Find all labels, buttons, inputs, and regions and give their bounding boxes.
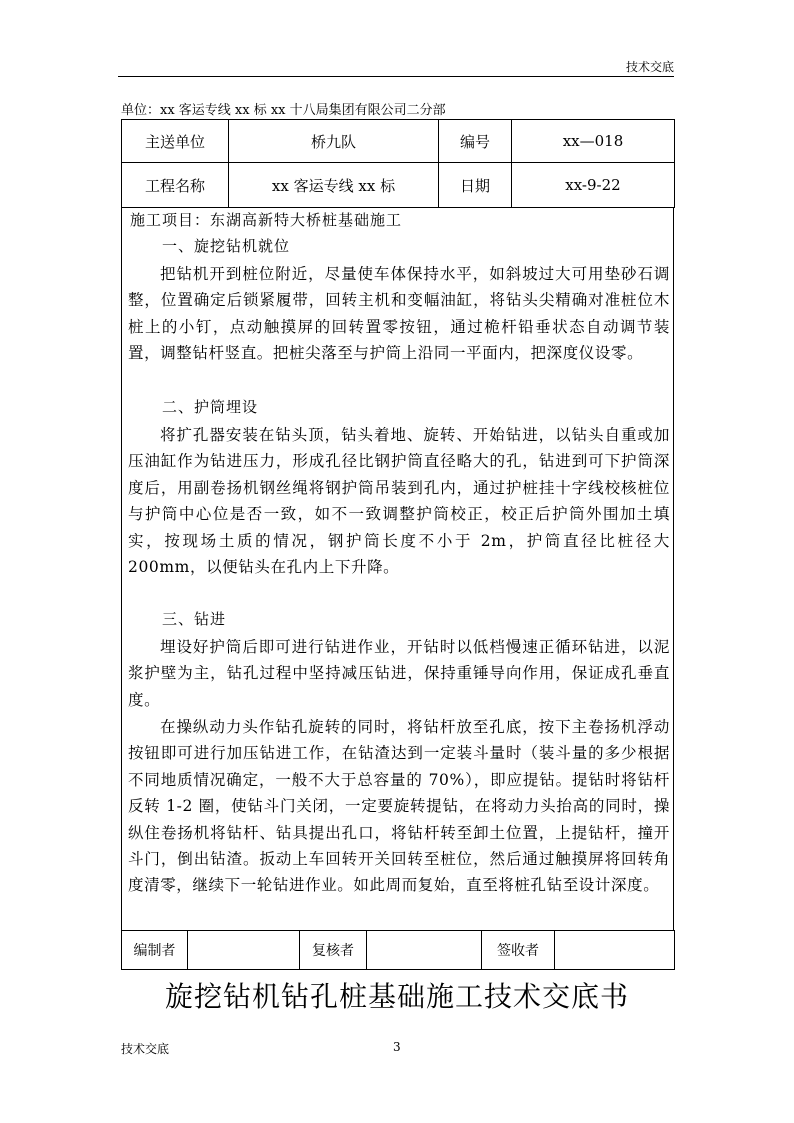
- reviewer-label: 复核者: [300, 931, 367, 970]
- section-3-paragraph-1: 埋设好护筒后即可进行钻进作业，开钻时以低档慢速正循环钻进，以泥浆护壁为主，钻孔过程中坚持减压钻进，保持重锤导向作用，保证成孔垂直度。: [128, 638, 670, 709]
- unit-line: 单位：xx 客运专线 xx 标 xx 十八局集团有限公司二分部: [121, 103, 446, 118]
- signature-row: [122, 931, 675, 970]
- reviewer-signature-field[interactable]: [367, 931, 482, 970]
- section-1-paragraph: 把钻机开到桩位附近，尽量使车体保持水平，如斜坡过大可用垫砂石调整，位置确定后锁紧履带，回转主机和变幅油缸，将钻头尖精确对准桩位木桩上的小钉，点动触摸屏的回转置零按钮，通过桅杆铅垂状态自动调节装置，调整钻杆竖直。把桩尖落至与护筒上沿同一平面内，把深度仪设零。: [128, 265, 670, 363]
- construction-project: 施工项目：东湖高新特大桥桩基础施工: [130, 211, 403, 229]
- compiler-label: 编制者: [122, 931, 188, 970]
- date-value: xx-9-22: [512, 163, 675, 208]
- section-3-paragraph-2: 在操纵动力头作钻孔旋转的同时，将钻杆放至孔底，按下主卷扬机浮动按钮即可进行加压钻进工作，在钻渣达到一定装斗量时（装斗量的多少根据不同地质情况确定，一般不大于总容量的 70%），即应提钻。提钻时将钻杆反转 1-2 圈，使钻斗门关闭，一定要旋转提钻，在将动力头抬高的同时，操纵住卷扬机将钻杆、钻具提出孔口，将钻杆转至卸土位置，上提钻杆，撞开斗门，倒出钻渣。扳动上车回转开关回转至桩位，然后通过触摸屏将回转角度清零，继续下一轮钻进作业。如此周而复始，直至将桩孔钻至设计深度。: [128, 718, 670, 895]
- compiler-signature-field[interactable]: [188, 931, 300, 970]
- info-table: [121, 119, 675, 208]
- section-2-paragraph: 将扩孔器安装在钻头顶，钻头着地、旋转、开始钻进，以钻头自重或加压油缸作为钻进压力，形成孔径比钢护筒直径略大的孔，钻进到可下护筒深度后，用副卷扬机钢丝绳将钢护筒吊装到孔内，通过护桩挂十字线校核桩位与护筒中心位是否一致，如不一致调整护筒校正，校正后护筒外围加土填实，按现场土质的情况，钢护筒长度不小于 2m，护筒直径比桩径大 200mm，以便钻头在孔内上下升降。: [128, 426, 670, 577]
- recipient-value: 桥九队: [229, 120, 439, 163]
- receiver-signature-field[interactable]: [555, 931, 675, 970]
- section-2-title: 二、护筒埋设: [162, 398, 259, 416]
- number-label: 编号: [439, 120, 512, 163]
- document-title: 旋挖钻机钻孔桩基础施工技术交底书: [164, 980, 629, 1013]
- info-row-project: [122, 163, 675, 208]
- header-label: 技术交底: [625, 60, 674, 74]
- project-name-label: 工程名称: [122, 163, 229, 208]
- header-rule: [118, 76, 674, 77]
- footer-label: 技术交底: [121, 1042, 170, 1056]
- signature-table: [121, 930, 675, 970]
- page-number: 3: [393, 1040, 401, 1054]
- receiver-label: 签收者: [482, 931, 555, 970]
- date-label: 日期: [439, 163, 512, 208]
- section-3-title: 三、钻进: [162, 610, 227, 628]
- section-1-title: 一、旋挖钻机就位: [162, 237, 291, 255]
- recipient-label: 主送单位: [122, 120, 229, 163]
- project-name-value: xx 客运专线 xx 标: [229, 163, 439, 208]
- info-row-recipient: [122, 120, 675, 163]
- number-value: xx—018: [512, 120, 675, 163]
- content-cell: [121, 207, 674, 930]
